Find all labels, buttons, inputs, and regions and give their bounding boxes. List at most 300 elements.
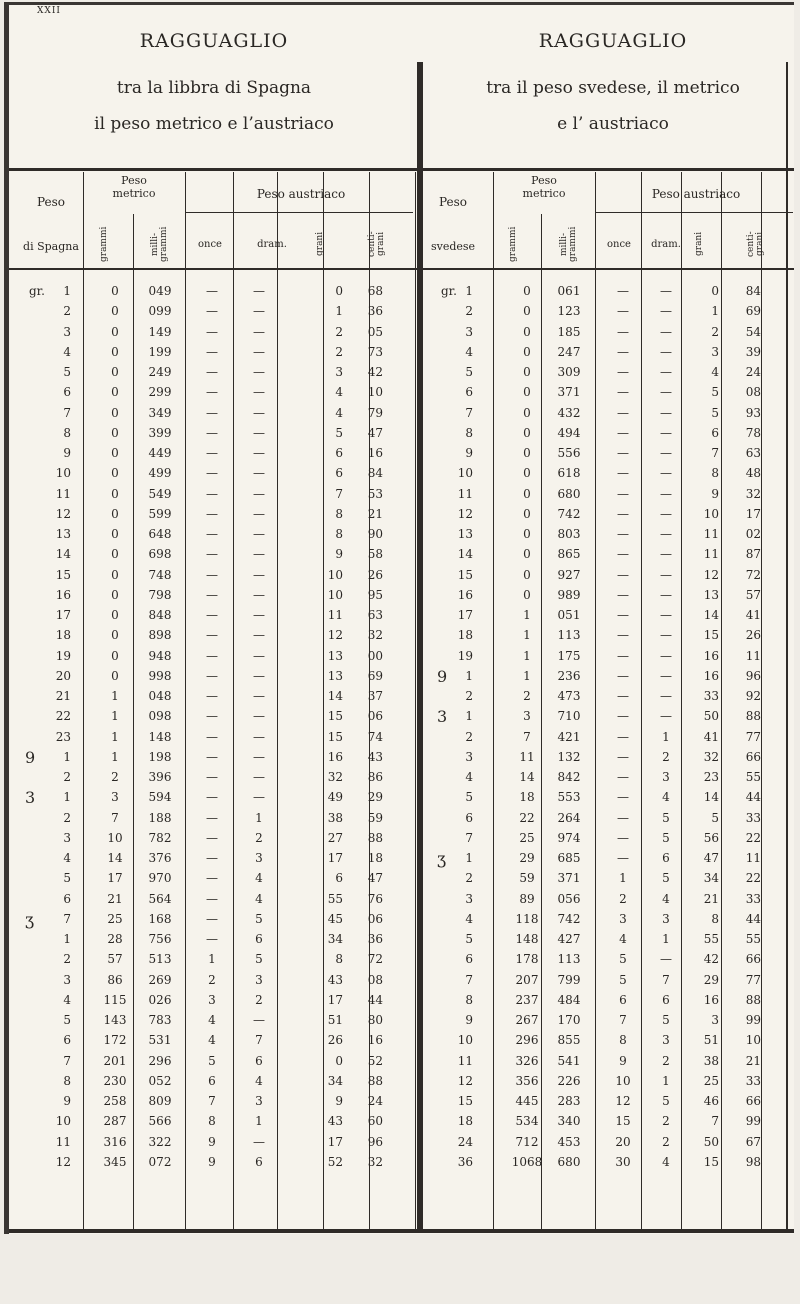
right-cell-centigrani: 88: [745, 709, 761, 724]
right-cell-dram: —: [660, 952, 672, 967]
left-cell-once: —: [206, 567, 218, 582]
right-cell-milligrammi: 432: [557, 405, 581, 420]
left-cell-label: 7: [63, 1053, 71, 1068]
left-cell-centigrani: 47: [367, 425, 383, 440]
right-cell-milligrammi: 236: [557, 668, 581, 683]
right-cell-milligrammi: 283: [557, 1094, 581, 1108]
right-header-peso: Peso: [438, 195, 468, 209]
left-cell-dram: —: [253, 365, 265, 379]
right-cell-once: —: [617, 567, 629, 582]
left-cell-centigrani: 24: [367, 1094, 383, 1108]
right-cell-dram: 5: [662, 830, 670, 845]
right-cell-once: —: [617, 506, 629, 521]
left-cell-dram: —: [253, 749, 265, 764]
right-cell-milligrammi: 680: [557, 486, 581, 501]
right-table-row: [9, 709, 800, 729]
left-cell-grammi: 2: [111, 770, 119, 784]
right-cell-dram: —: [660, 344, 672, 359]
right-cell-centigrani: 32: [745, 486, 761, 501]
left-cell-label: 12: [55, 506, 71, 521]
right-cell-once: —: [617, 790, 629, 805]
right-table-row: [9, 365, 800, 385]
left-cell-dram: 2: [255, 992, 263, 1007]
right-title: RAGGUAGLIO: [538, 30, 688, 52]
right-cell-label: 19: [457, 648, 473, 663]
right-cell-dram: 2: [662, 1053, 670, 1068]
left-cell-once: 9: [208, 1154, 216, 1169]
book-page: [4, 2, 794, 1234]
left-cell-centigrani: 42: [367, 365, 383, 379]
left-cell-grani: 45: [327, 911, 343, 926]
right-cell-centigrani: 39: [745, 344, 761, 359]
left-cell-once: 7: [208, 1094, 216, 1108]
left-cell-grani: 13: [327, 668, 343, 683]
right-table-row: [9, 527, 800, 547]
right-cell-grammi: 0: [523, 547, 531, 562]
right-cell-once: —: [617, 851, 629, 865]
right-table-row: [9, 547, 800, 567]
right-table-row: [9, 1074, 800, 1094]
left-cell-label: 3: [63, 830, 71, 845]
left-cell-milligrammi: 376: [148, 851, 172, 865]
right-cell-once: —: [617, 365, 629, 379]
left-cell-grammi: 172: [103, 1033, 127, 1048]
right-cell-once: —: [617, 830, 629, 845]
right-cell-grani: 7: [711, 446, 719, 460]
header-top-rule: [9, 168, 794, 171]
right-cell-grammi: 445: [515, 1094, 539, 1108]
right-table-row: [9, 952, 800, 972]
right-cell-dram: 6: [662, 992, 670, 1007]
right-cell-grammi: 0: [523, 527, 531, 541]
right-cell-grani: 6: [711, 425, 719, 440]
right-cell-milligrammi: 421: [557, 729, 581, 744]
left-cell-grammi: 0: [111, 567, 119, 582]
left-cell-milligrammi: 396: [148, 770, 172, 784]
right-cell-grani: 25: [703, 1073, 719, 1088]
right-cell-milligrammi: 247: [557, 344, 581, 359]
right-cell-grani: 13: [703, 587, 719, 602]
right-cell-grammi: 0: [523, 446, 531, 460]
left-cell-grammi: 0: [111, 527, 119, 541]
right-cell-dram: —: [660, 668, 672, 683]
right-cell-grammi: 1: [523, 648, 531, 663]
left-cell-dram: —: [253, 648, 265, 663]
left-cell-grammi: 28: [107, 932, 123, 946]
left-cell-label: 5: [63, 365, 71, 379]
left-cell-grani: 14: [327, 689, 343, 703]
right-cell-milligrammi: 427: [557, 932, 581, 946]
right-cell-grammi: 0: [523, 567, 531, 582]
left-cell-centigrani: 69: [367, 668, 383, 683]
left-cell-label: 6: [63, 891, 71, 906]
left-cell-grani: 51: [327, 1013, 343, 1027]
left-cell-once: —: [206, 689, 218, 703]
right-cell-once: —: [617, 304, 629, 319]
right-cell-grammi: 0: [523, 466, 531, 481]
left-cell-grani: 17: [327, 992, 343, 1007]
left-cell-label: 6: [63, 1033, 71, 1048]
right-cell-label: 3: [465, 324, 473, 339]
right-cell-once: —: [617, 486, 629, 501]
left-cell-label: 3: [63, 972, 71, 987]
right-cell-dram: —: [660, 587, 672, 602]
right-cell-dram: 7: [662, 972, 670, 987]
right-cell-dram: —: [660, 284, 672, 298]
left-cell-milligrammi: 748: [148, 567, 172, 582]
left-cell-centigrani: 06: [367, 911, 383, 926]
left-cell-centigrani: 29: [367, 790, 383, 805]
left-cell-dram: —: [253, 567, 265, 582]
left-cell-grammi: 287: [103, 1114, 127, 1129]
left-cell-label: 13: [55, 527, 71, 541]
left-cell-grammi: 0: [111, 425, 119, 440]
left-cell-grammi: 86: [107, 972, 123, 987]
left-cell-milligrammi: 564: [148, 891, 172, 906]
left-cell-dram: —: [253, 446, 265, 460]
left-cell-dram: —: [253, 385, 265, 400]
right-cell-centigrani: 22: [745, 830, 761, 845]
left-cell-milligrammi: 099: [148, 304, 172, 319]
right-cell-grani: 16: [703, 668, 719, 683]
left-cell-grani: 7: [335, 486, 343, 501]
left-cell-centigrani: 73: [367, 344, 383, 359]
left-cell-milligrammi: 072: [148, 1154, 172, 1169]
right-cell-centigrani: 88: [745, 992, 761, 1007]
left-cell-label: 4: [63, 851, 71, 865]
left-cell-grani: 6: [335, 871, 343, 886]
right-table-row: [9, 325, 800, 345]
left-cell-milligrammi: 048: [148, 689, 172, 703]
left-cell-label: 9: [63, 446, 71, 460]
right-cell-once: —: [617, 587, 629, 602]
right-cell-dram: 1: [662, 729, 670, 744]
left-cell-label: 9: [63, 1094, 71, 1108]
right-cell-label: 7: [465, 972, 473, 987]
left-cell-once: —: [206, 304, 218, 319]
left-cell-once: 4: [208, 1013, 216, 1027]
left-cell-centigrani: 95: [367, 587, 383, 602]
left-cell-dram: —: [253, 770, 265, 784]
left-cell-grammi: 0: [111, 547, 119, 562]
left-cell-dram: —: [253, 608, 265, 622]
left-cell-grani: 32: [327, 770, 343, 784]
right-cell-dram: 2: [662, 1134, 670, 1149]
left-cell-centigrani: 59: [367, 810, 383, 825]
left-cell-milligrammi: 052: [148, 1073, 172, 1088]
left-cell-grani: 16: [327, 749, 343, 764]
left-cell-grammi: 0: [111, 284, 119, 298]
left-unit-label: gr.: [29, 284, 45, 298]
right-cell-label: 1: [465, 284, 473, 298]
left-cell-grammi: 0: [111, 365, 119, 379]
left-cell-dram: —: [253, 790, 265, 805]
right-cell-centigrani: 48: [745, 466, 761, 481]
right-cell-milligrammi: 484: [557, 992, 581, 1007]
right-cell-grani: 4: [711, 365, 719, 379]
right-cell-grammi: 0: [523, 324, 531, 339]
right-cell-dram: —: [660, 324, 672, 339]
right-subheader-once: once: [607, 239, 631, 250]
right-cell-milligrammi: 618: [557, 466, 581, 481]
right-cell-grani: 8: [711, 466, 719, 481]
left-cell-grani: 0: [335, 284, 343, 298]
left-cell-once: —: [206, 486, 218, 501]
left-unit-symbol: ʒ: [25, 909, 35, 929]
left-cell-grammi: 1: [111, 749, 119, 764]
right-table-row: [9, 1114, 800, 1134]
right-cell-milligrammi: 185: [557, 324, 581, 339]
left-cell-milligrammi: 296: [148, 1053, 172, 1068]
right-cell-label: 5: [465, 932, 473, 946]
left-cell-once: —: [206, 648, 218, 663]
right-table-row: [9, 851, 800, 871]
right-cell-centigrani: 66: [745, 749, 761, 764]
left-cell-dram: 5: [255, 911, 263, 926]
left-cell-label: 8: [63, 425, 71, 440]
right-cell-grani: 7: [711, 1114, 719, 1129]
left-cell-once: 2: [208, 972, 216, 987]
right-cell-dram: —: [660, 709, 672, 724]
left-subtitle-1: tra la libbra di Spagna: [116, 78, 312, 98]
right-cell-milligrammi: 051: [557, 608, 581, 622]
left-cell-centigrani: 18: [367, 851, 383, 865]
right-cell-grani: 29: [703, 972, 719, 987]
right-cell-dram: 5: [662, 871, 670, 886]
right-cell-centigrani: 08: [745, 385, 761, 400]
left-cell-grammi: 0: [111, 668, 119, 683]
left-cell-milligrammi: 049: [148, 284, 172, 298]
right-cell-grani: 50: [703, 709, 719, 724]
right-cell-centigrani: 99: [745, 1013, 761, 1027]
right-cell-grammi: 0: [523, 385, 531, 400]
left-cell-centigrani: 53: [367, 486, 383, 501]
left-cell-once: —: [206, 344, 218, 359]
right-cell-grani: 41: [703, 729, 719, 744]
right-cell-milligrammi: 494: [557, 425, 581, 440]
left-cell-grani: 43: [327, 972, 343, 987]
right-cell-label: 2: [465, 871, 473, 886]
left-cell-once: —: [206, 405, 218, 420]
right-cell-dram: 2: [662, 1114, 670, 1129]
left-cell-centigrani: 76: [367, 891, 383, 906]
right-table-row: [9, 466, 800, 486]
left-cell-once: —: [206, 830, 218, 845]
left-cell-milligrammi: 756: [148, 932, 172, 946]
left-cell-milligrammi: 970: [148, 871, 172, 886]
left-cell-centigrani: 32: [367, 1154, 383, 1169]
right-cell-label: 8: [465, 425, 473, 440]
left-cell-centigrani: 00: [367, 648, 383, 663]
left-cell-once: —: [206, 790, 218, 805]
right-cell-grani: 8: [711, 911, 719, 926]
right-cell-grani: 51: [703, 1033, 719, 1048]
right-cell-dram: 3: [662, 770, 670, 784]
left-cell-centigrani: 74: [367, 729, 383, 744]
right-cell-centigrani: 10: [745, 1033, 761, 1048]
right-cell-milligrammi: 132: [557, 749, 581, 764]
left-cell-label: 10: [55, 466, 71, 481]
right-cell-dram: —: [660, 608, 672, 622]
right-cell-grammi: 1: [523, 608, 531, 622]
right-table-row: [9, 568, 800, 588]
right-cell-dram: —: [660, 506, 672, 521]
right-cell-milligrammi: 710: [557, 709, 581, 724]
left-cell-dram: 2: [255, 830, 263, 845]
left-cell-dram: —: [253, 344, 265, 359]
right-cell-grammi: 356: [515, 1073, 539, 1088]
left-cell-label: 2: [63, 770, 71, 784]
right-cell-once: —: [617, 324, 629, 339]
left-cell-grani: 26: [327, 1033, 343, 1048]
right-cell-milligrammi: 803: [557, 527, 581, 541]
left-cell-milligrammi: 698: [148, 547, 172, 562]
right-cell-centigrani: 44: [745, 911, 761, 926]
right-cell-label: 7: [465, 405, 473, 420]
right-cell-centigrani: 22: [745, 871, 761, 886]
left-cell-grani: 34: [327, 1073, 343, 1088]
right-cell-label: 4: [465, 344, 473, 359]
left-cell-dram: —: [253, 486, 265, 501]
left-cell-centigrani: 05: [367, 324, 383, 339]
left-cell-dram: —: [253, 668, 265, 683]
left-cell-grammi: 258: [103, 1094, 127, 1108]
right-cell-milligrammi: 742: [557, 911, 581, 926]
left-cell-grani: 13: [327, 648, 343, 663]
right-cell-once: —: [617, 284, 629, 298]
right-cell-dram: 1: [662, 932, 670, 946]
left-cell-grani: 2: [335, 344, 343, 359]
right-cell-grani: 5: [711, 385, 719, 400]
left-header-metrico: Peso metrico: [112, 174, 156, 200]
right-subheader-grammi: grammi: [508, 226, 518, 262]
left-cell-dram: —: [253, 284, 265, 298]
left-cell-milligrammi: 299: [148, 385, 172, 400]
right-cell-milligrammi: 113: [557, 952, 581, 967]
left-cell-dram: —: [253, 506, 265, 521]
right-cell-dram: —: [660, 365, 672, 379]
top-border: [9, 2, 794, 5]
right-cell-grani: 16: [703, 648, 719, 663]
left-cell-dram: 3: [255, 972, 263, 987]
right-table-row: [9, 487, 800, 507]
right-table-row: [9, 284, 800, 304]
right-cell-once: —: [617, 709, 629, 724]
right-cell-label: 2: [465, 729, 473, 744]
right-cell-label: 4: [465, 911, 473, 926]
left-cell-label: 5: [63, 1013, 71, 1027]
left-cell-label: 3: [63, 324, 71, 339]
left-cell-grani: 52: [327, 1154, 343, 1169]
left-cell-grammi: 1: [111, 689, 119, 703]
right-cell-once: 20: [615, 1134, 631, 1149]
right-cell-centigrani: 92: [745, 689, 761, 703]
left-cell-label: 21: [55, 689, 71, 703]
left-cell-grammi: 17: [107, 871, 123, 886]
right-cell-milligrammi: 680: [557, 1154, 581, 1169]
left-cell-label: 1: [63, 790, 71, 805]
left-cell-once: —: [206, 891, 218, 906]
right-cell-once: 8: [619, 1033, 627, 1048]
left-cell-once: 9: [208, 1134, 216, 1149]
right-cell-label: 7: [465, 830, 473, 845]
bottom-rule: [9, 1229, 794, 1233]
right-cell-milligrammi: 309: [557, 365, 581, 379]
left-cell-grammi: 3: [111, 790, 119, 805]
right-cell-milligrammi: 226: [557, 1073, 581, 1088]
right-cell-label: 4: [465, 770, 473, 784]
left-cell-centigrani: 32: [367, 628, 383, 643]
left-cell-label: 16: [55, 587, 71, 602]
right-cell-label: 3: [465, 891, 473, 906]
left-cell-once: 8: [208, 1114, 216, 1129]
left-cell-once: —: [206, 547, 218, 562]
left-cell-once: —: [206, 628, 218, 643]
right-header-metrico: Peso metrico: [522, 174, 566, 200]
left-cell-grammi: 7: [111, 810, 119, 825]
right-table-row: [9, 831, 800, 851]
right-cell-milligrammi: 113: [557, 628, 581, 643]
right-subheader-centigrani: centi- grani: [746, 231, 765, 257]
left-cell-dram: 5: [255, 952, 263, 967]
right-cell-grammi: 1068: [511, 1154, 543, 1169]
left-cell-milligrammi: 198: [148, 749, 172, 764]
left-cell-centigrani: 96: [367, 1134, 383, 1149]
left-cell-label: 10: [55, 1114, 71, 1129]
left-cell-centigrani: 21: [367, 506, 383, 521]
left-cell-dram: —: [253, 466, 265, 481]
right-cell-milligrammi: 123: [557, 304, 581, 319]
right-cell-grani: 21: [703, 891, 719, 906]
left-cell-grani: 27: [327, 830, 343, 845]
right-cell-milligrammi: 989: [557, 587, 581, 602]
right-cell-dram: 4: [662, 790, 670, 805]
right-cell-dram: —: [660, 547, 672, 562]
left-cell-milligrammi: 349: [148, 405, 172, 420]
right-subheader-dram: dram.: [651, 239, 681, 250]
right-cell-grani: 0: [711, 284, 719, 298]
left-cell-grani: 17: [327, 851, 343, 865]
right-cell-once: 2: [619, 891, 627, 906]
left-header-peso: Peso: [36, 195, 66, 209]
right-cell-grammi: 0: [523, 486, 531, 501]
right-table-row: [9, 628, 800, 648]
right-cell-dram: 2: [662, 749, 670, 764]
right-cell-centigrani: 57: [745, 587, 761, 602]
right-cell-grani: 12: [703, 567, 719, 582]
left-cell-milligrammi: 026: [148, 992, 172, 1007]
right-cell-dram: —: [660, 385, 672, 400]
left-unit-symbol: 9: [25, 747, 36, 767]
left-cell-milligrammi: 948: [148, 648, 172, 663]
left-cell-centigrani: 80: [367, 1013, 383, 1027]
right-cell-dram: —: [660, 648, 672, 663]
right-table-row: [9, 666, 800, 689]
right-cell-grani: 14: [703, 790, 719, 805]
right-cell-dram: 5: [662, 810, 670, 825]
right-cell-label: 6: [465, 952, 473, 967]
right-cell-centigrani: 02: [745, 527, 761, 541]
left-cell-grammi: 0: [111, 344, 119, 359]
left-cell-once: —: [206, 932, 218, 946]
right-cell-grammi: 534: [515, 1114, 539, 1129]
left-cell-label: 8: [63, 1073, 71, 1088]
left-cell-centigrani: 88: [367, 1073, 383, 1088]
right-table-row: [9, 993, 800, 1013]
left-cell-milligrammi: 648: [148, 527, 172, 541]
right-cell-label: 12: [457, 506, 473, 521]
right-cell-once: 10: [615, 1073, 631, 1088]
